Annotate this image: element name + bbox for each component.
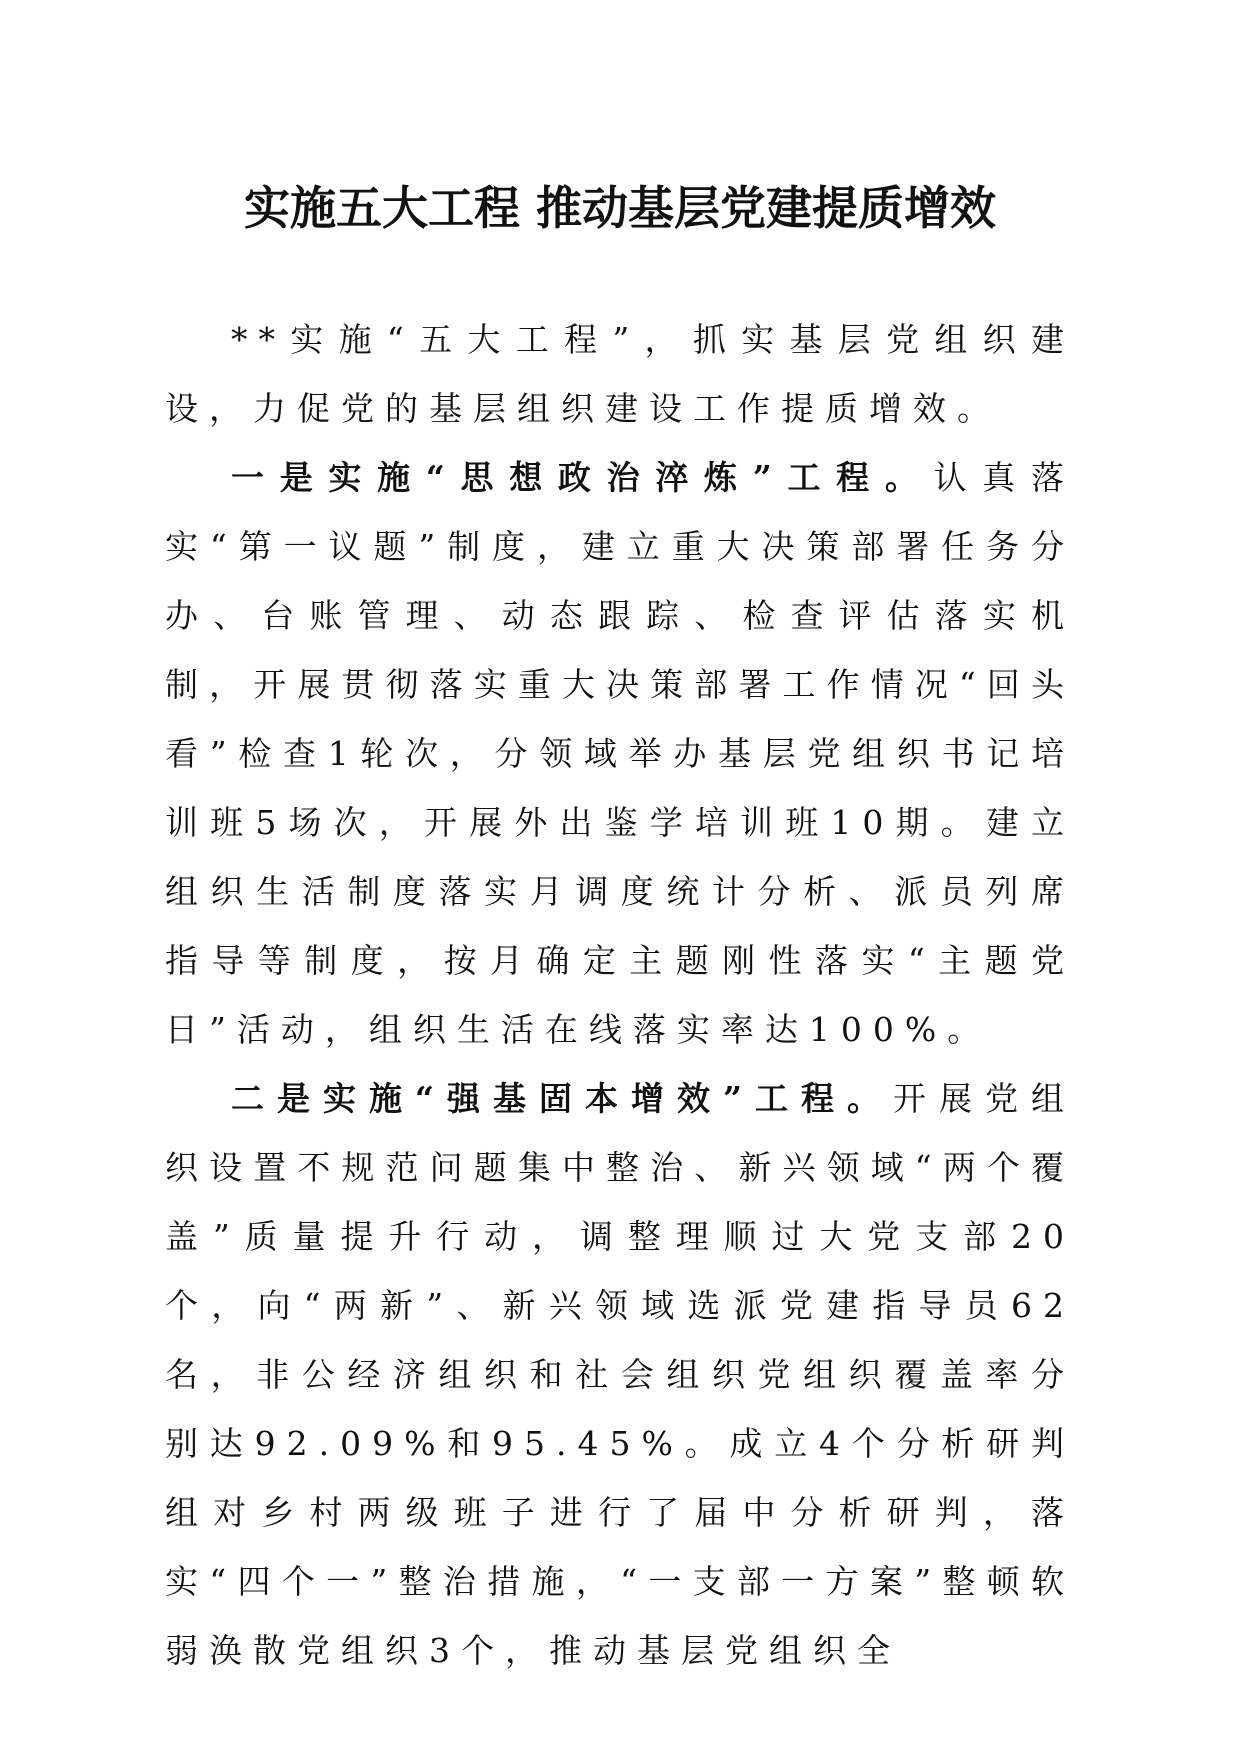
intro-paragraph	[165, 305, 1075, 443]
document-body	[165, 305, 1075, 1685]
section-two-paragraph	[165, 1064, 1075, 1685]
section-one-paragraph	[165, 443, 1075, 1064]
paragraph-text: 开展党组织设置不规范问题集中整治、新兴领域“两个覆盖”质量提升行动，调整理顺过大党支部20个，向“两新”、新兴领域选派党建指导员62名，非公经济组织和社会组织党组织覆盖率分别达92.09%和95.45%。成立4个分析研判组对乡村两级班子进行了届中分析研判，落实“四个一”整治措施，“一支部一方案”整顿软弱涣散党组织3个，推动基层党组织全	[165, 1079, 1076, 1670]
paragraph-text: **实施“五大工程”，抓实基层党组织建设，力促党的基层组织建设工作提质增效。	[165, 320, 1075, 428]
section-two-heading: 二是实施“强基固本增效”工程。	[231, 1079, 893, 1118]
section-one-heading: 一是实施“思想政治淬炼”工程。	[231, 458, 934, 497]
paragraph-text: 认真落实“第一议题”制度，建立重大决策部署任务分办、台账管理、动态跟踪、检查评估落实机制，开展贯彻落实重大决策部署工作情况“回头看”检查1轮次，分领域举办基层党组织书记培训班5场次，开展外出鉴学培训班10期。建立组织生活制度落实月调度统计分析、派员列席指导等制度，按月确定主题刚性落实“主题党日”活动，组织生活在线落实率达100%。	[165, 458, 1076, 1049]
document-title: 实施五大工程 推动基层党建提质增效	[243, 181, 996, 235]
